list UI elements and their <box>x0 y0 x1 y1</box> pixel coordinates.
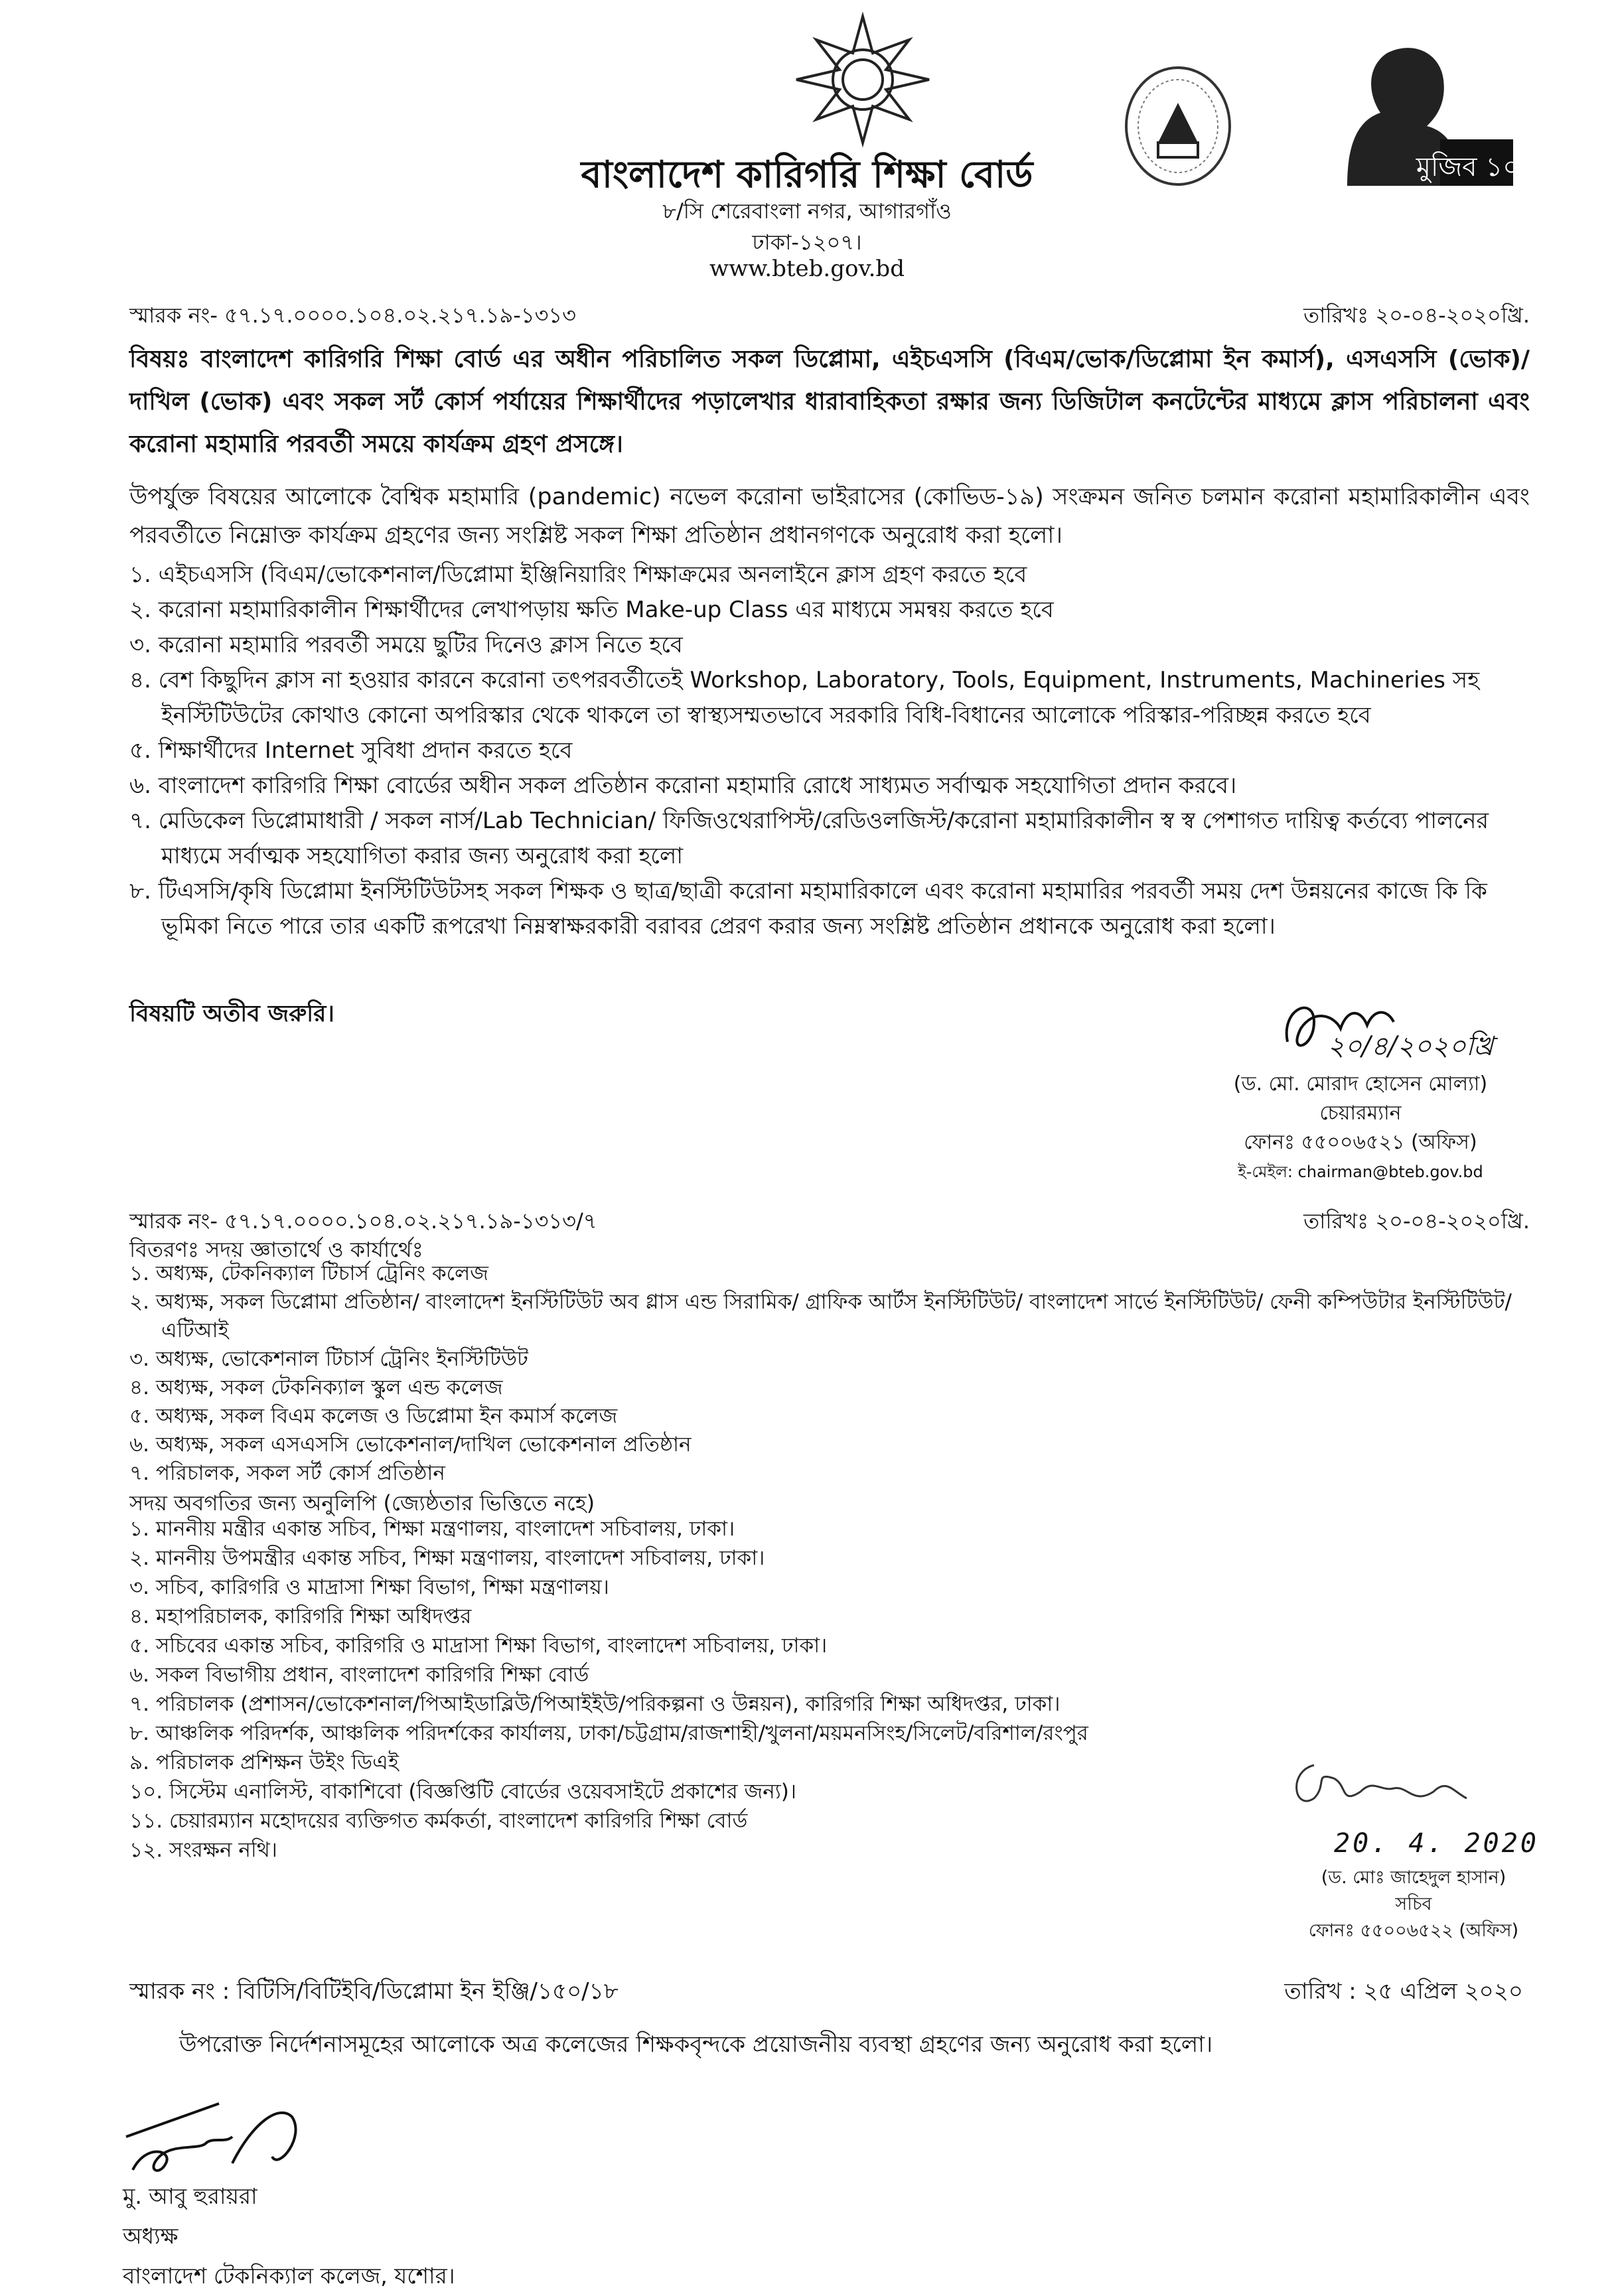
signer-title: অধ্যক্ষ <box>123 2223 179 2249</box>
list-item: ৪. মহাপরিচালক, কারিগরি শিক্ষা অধিদপ্তর <box>129 1605 472 1628</box>
distribution-list <box>129 1259 1536 1488</box>
list-item: ১. এইচএসসি (বিএম/ভোকেশনাল/ডিপ্লোমা ইঞ্জিনিয়ারিং শিক্ষাক্রমের অনলাইনে ক্লাস গ্রহণ করতে হবে <box>129 561 1027 588</box>
org-name: বাংলাদেশ কারিগরি শিক্ষা বোর্ড <box>581 153 1033 196</box>
list-item: ৫. অধ্যক্ষ, সকল বিএম কলেজ ও ডিপ্লোমা ইন কমার্স কলেজ <box>129 1404 618 1428</box>
signer-phone: ফোনঃ ৫৫০০৬৫২১ (অফিস) <box>1244 1131 1477 1154</box>
list-item: ২. করোনা মহামারিকালীন শিক্ষার্থীদের লেখাপড়ায় ক্ষতি Make-up Class এর মাধ্যমে সমন্বয় করতে হবে <box>129 597 1054 623</box>
list-item: ২. মাননীয় উপমন্ত্রীর একান্ত সচিব, শিক্ষা মন্ত্রণালয়, বাংলাদেশ সচিবালয়, ঢাকা। <box>129 1546 765 1570</box>
chairman-block <box>1188 1070 1533 1186</box>
list-item: ৭. পরিচালক (প্রশাসন/ভোকেশনাল/পিআইডাব্লিউ/পিআইইউ/পরিকল্পনা ও উন্নয়ন), কারিগরি শিক্ষা অধিদপ্তর, ঢাকা। <box>129 1692 1061 1716</box>
list-item: ৩. সচিব, কারিগরি ও মাদ্রাসা শিক্ষা বিভাগ, শিক্ষা মন্ত্রণালয়। <box>129 1575 609 1599</box>
list-item: ৪. বেশ কিছুদিন ক্লাস না হওয়ার কারনে করোনা তৎপরবর্তীতেই Workshop, Laboratory, Tools, Equipment, Instruments, Machineries সহ ইনস্টিটিউটের কোথাও কোনো অপরিস্কার থেকে থাকলে তা স্বাস্থ্যসম্মতভাবে সরকারি বিধি-বিধানের আলোকে পরিস্কার-পরিচ্ছন্ন করতে হবে <box>129 667 1480 729</box>
list-item: ৯. পরিচালক প্রশিক্ষন উইং ডিএই <box>129 1751 399 1774</box>
list-item: ৬. অধ্যক্ষ, সকল এসএসসি ভোকেশনাল/দাখিল ভোকেশনাল প্রতিষ্ঠান <box>129 1433 692 1457</box>
memo3-date: তারিখ : ২৫ এপ্রিল ২০২০ <box>1284 1978 1523 2005</box>
copy-list <box>129 1514 1390 1865</box>
svg-text:মুজিব ১০০: মুজিব ১০০ <box>1416 152 1538 182</box>
memo3-body: উপরোক্ত নির্দেশনাসমূহের আলোকে অত্র কলেজের শিক্ষকবৃন্দকে প্রয়োজনীয় ব্যবস্থা গ্রহণের জন্য অনুরোধ করা হলো। <box>179 2031 1213 2058</box>
address-line-1: ৮/সি শেরেবাংলা নগর, আগারগাঁও <box>662 198 952 224</box>
signer-email: ই-মেইল: chairman@bteb.gov.bd <box>1238 1163 1483 1181</box>
list-item: ৪. অধ্যক্ষ, সকল টেকনিক্যাল স্কুল এন্ড কলেজ <box>129 1376 503 1399</box>
address-line-2: ঢাকা-১২০৭। <box>752 230 862 255</box>
list-item: ১১. চেয়ারম্যান মহোদয়ের ব্যক্তিগত কর্মকর্তা, বাংলাদেশ কারিগরি শিক্ষা বোর্ড <box>129 1809 748 1833</box>
list-item: ১০. সিস্টেম এনালিস্ট, বাকাশিবো (বিজ্ঞপ্তিটি বোর্ডের ওয়েবসাইটে প্রকাশের জন্য)। <box>129 1780 796 1804</box>
signer-name: মু. আবু হুরায়রা <box>123 2183 257 2209</box>
list-item: ৭. মেডিকেল ডিপ্লোমাধারী / সকল নার্স/Lab Technician/ ফিজিওথেরাপিস্ট/রেডিওলজিস্ট/করোনা মহামারিকালীন স্ব স্ব পেশাগত দায়িত্ব কর্তব্যে পালনের মাধ্যমে সর্বাত্মক সহযোগিতা করার জন্য অনুরোধ করা হলো <box>129 808 1489 869</box>
list-item: ৩. করোনা মহামারি পরবর্তী সময়ে ছুটির দিনেও ক্লাস নিতে হবে <box>129 632 683 658</box>
memo1-header <box>129 299 1530 334</box>
signer-name: (ড. মো. মোরাদ হোসেন মোল্যা) <box>1233 1072 1488 1096</box>
list-item: ৩. অধ্যক্ষ, ভোকেশনাল টিচার্স ট্রেনিং ইনস্টিটিউট <box>129 1347 528 1371</box>
copy-heading: সদয় অবগতির জন্য অনুলিপি (জ্যেষ্ঠতার ভিত্তিতে নহে) <box>129 1490 595 1516</box>
memo1-ref: স্মারক নং- ৫৭.১৭.০০০০.১০৪.০২.২১৭.১৯-১৩১৩ <box>129 303 576 328</box>
memo3-header <box>129 1974 1523 2012</box>
list-item: ৫. সচিবের একান্ত সচিব, কারিগরি ও মাদ্রাসা শিক্ষা বিভাগ, বাংলাদেশ সচিবালয়, ঢাকা। <box>129 1634 828 1658</box>
board-emblem-icon <box>790 13 936 146</box>
list-item: ৬. সকল বিভাগীয় প্রধান, বাংলাদেশ কারিগরি শিক্ষা বোর্ড <box>129 1663 589 1687</box>
list-item: ৬. বাংলাদেশ কারিগরি শিক্ষা বোর্ডের অধীন সকল প্রতিষ্ঠান করোনা মহামারি রোধে সাধ্যমত সর্বাত্মক সহযোগিতা প্রদান করবে। <box>129 772 1237 799</box>
distribution-heading: বিতরণঃ সদয় জ্ঞাতার্থে ও কার্যার্থেঃ <box>129 1237 423 1262</box>
signer-name: (ড. মোঃ জাহেদুল হাসান) <box>1321 1867 1506 1888</box>
memo2-ref: স্মারক নং- ৫৭.১৭.০০০০.১০৪.০২.২১৭.১৯-১৩১৩/৭ <box>129 1208 597 1234</box>
memo1-body: উপর্যুক্ত বিষয়ের আলোকে বৈশ্বিক মহামারি (pandemic) নভেল করোনা ভাইরাসের (কোভিড-১৯) সংক্রমন জনিত চলমান করোনা মহামারিকালীন এবং পরবর্তীতে নিম্নোক্ত কার্যক্রম গ্রহণের জন্য সংশ্লিষ্ট সকল শিক্ষা প্রতিষ্ঠান প্রধানগণকে অনুরোধ করা হলো। <box>129 484 1530 549</box>
memo1-action-list <box>129 557 1536 944</box>
signer-title: চেয়ারম্যান <box>1319 1102 1402 1125</box>
memo1-date: তারিখঃ ২০-০৪-২০২০খ্রি. <box>1303 303 1530 328</box>
principal-block <box>123 2177 455 2296</box>
secretary-signature <box>1274 1752 1553 1825</box>
list-item: ৫. শিক্ষার্থীদের Internet সুবিধা প্রদান করতে হবে <box>129 737 573 764</box>
chairman-signature <box>1274 982 1553 1068</box>
signer-phone: ফোনঃ ৫৫০০৬৫২২ (অফিস) <box>1308 1920 1519 1941</box>
secretary-signature-date: 20. 4. 2020 <box>1334 1828 1539 1859</box>
list-item: ২. অধ্যক্ষ, সকল ডিপ্লোমা প্রতিষ্ঠান/ বাংলাদেশ ইনস্টিটিউট অব গ্লাস এন্ড সিরামিক/ গ্রাফিক আর্টস ইনস্টিটিউট/ বাংলাদেশ সার্ভে ইনস্টিটিউট/ ফেনী কম্পিউটার ইনস্টিটিউট/ এটিআই <box>129 1290 1512 1342</box>
signer-org: বাংলাদেশ টেকনিক্যাল কলেজ, যশোর। <box>123 2263 455 2289</box>
website-link[interactable]: www.bteb.gov.bd <box>709 255 905 282</box>
list-item: ১. অধ্যক্ষ, টেকনিক্যাল টিচার্স ট্রেনিং কলেজ <box>129 1261 488 1285</box>
svg-text:২০/৪/২০২০খ্রি: ২০/৪/২০২০খ্রি <box>1327 1031 1494 1062</box>
urgent-note: বিষয়টি অতীব জরুরি। <box>129 1001 334 1027</box>
memo1-subject: বিষয়ঃ বাংলাদেশ কারিগরি শিক্ষা বোর্ড এর অধীন পরিচালিত সকল ডিপ্লোমা, এইচএসসি (বিএম/ভোক/ডিপ্লোমা ইন কমার্স), এসএসসি (ভোক)/দাখিল (ভোক) এবং সকল সর্ট কোর্স পর্যায়ের শিক্ষার্থীদের পড়ালেখার ধারাবাহিকতা রক্ষার জন্য ডিজিটাল কনটেন্টের মাধ্যমে ক্লাস পরিচালনা এবং করোনা মহামারি পরবর্তী সময়ে কার্যক্রম গ্রহণ প্রসঙ্গে। <box>129 346 1530 458</box>
list-item: ১. মাননীয় মন্ত্রীর একান্ত সচিব, শিক্ষা মন্ত্রণালয়, বাংলাদেশ সচিবালয়, ঢাকা। <box>129 1517 735 1541</box>
list-item: ৮. আঞ্চলিক পরিদর্শক, আঞ্চলিক পরিদর্শকের কার্যালয়, ঢাকা/চট্টগ্রাম/রাজশাহী/খুলনা/ময়মনসিংহ/সিলেট/বরিশাল/রংপুর <box>129 1721 1088 1745</box>
list-item: ৮. টিএসসি/কৃষি ডিপ্লোমা ইনস্টিটিউটসহ সকল শিক্ষক ও ছাত্র/ছাত্রী করোনা মহামারিকালে এবং করোনা মহামারির পরবর্তী সময় দেশ উন্নয়নের কাজে কি কি ভূমিকা নিতে পারে তার একটি রূপরেখা নিম্নস্বাক্ষরকারী বরাবর প্রেরণ করার জন্য সংশ্লিষ্ট প্রতিষ্ঠান প্রধানকে অনুরোধ করা হলো। <box>129 878 1487 940</box>
principal-signature <box>119 2097 332 2183</box>
signer-title: সচিব <box>1395 1894 1432 1914</box>
list-item: ১২. সংরক্ষন নথি। <box>129 1838 277 1862</box>
list-item: ৭. পরিচালক, সকল সর্ট কোর্স প্রতিষ্ঠান <box>129 1461 445 1485</box>
memo3-ref: স্মারক নং : বিটিসি/বিটিইবি/ডিপ্লোমা ইন ইঞ্জি/১৫০/১৮ <box>129 1978 619 2005</box>
memo2-date: তারিখঃ ২০-০৪-২০২০খ্রি. <box>1303 1208 1530 1234</box>
secretary-block <box>1281 1865 1546 1944</box>
